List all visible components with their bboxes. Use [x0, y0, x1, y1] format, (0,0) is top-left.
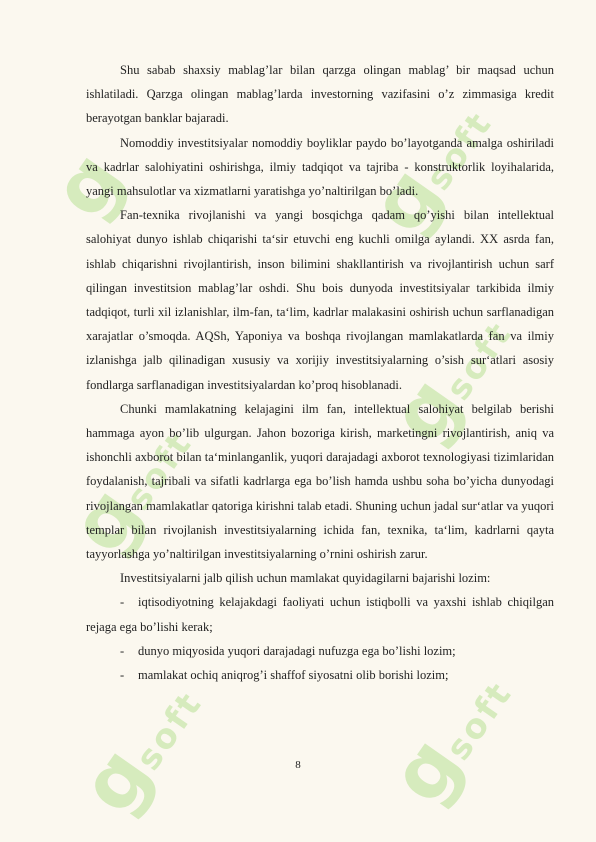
document-body: [86, 58, 554, 687]
watermark-logo-1: g: [35, 136, 141, 234]
paragraph: Investitsiyalarni jalb qilish uchun mamlakat quyidagilarni bajarishi lozim:: [120, 571, 491, 586]
watermark-logo-5: gsoft: [63, 683, 211, 830]
paragraph: Chunki mamlakatning kelajagini ilm fan, intellektual salohiyat belgilab berishi hammaga ayon bo’lib ulgurgan. Jahon bozoriga kirish, marketingni rivojlantirish, aniq va ishonchli axborot bilan ta‘minlanganlik, yuqori darajadagi axborot texnologiyasi tizimlaridan foydalanish, tajribali va sifatli kadrlarga ega bo’lish hamda ushbu soha bo’yicha dunyodagi rivojlangan mamlakatlar qatoriga kirishni talab etadi. Shuning uchun jadal sur‘atlar va yuqori templar bilan rivojlanish investitsiyalarning ichida fan, texnika, ta‘lim, kadrlarni qayta tayyorlashga yo’naltirilgan investitsiyalarning o’rnini oshirish zarur.: [86, 401, 554, 562]
list-item: [86, 590, 554, 638]
list-item: [86, 663, 554, 687]
watermark-logo-6: gsoft: [373, 673, 521, 820]
paragraph: Fan-texnika rivojlanishi va yangi bosqichga qadam qo’yishi bilan intellektual salohiyat dunyo ishlab chiqarishi ta‘sir etuvchi eng kuchli omilga aylandi. XX asrda fan, ishlab chiqarishni rivojlantirish, inson bilimini shakllantirish va rivojlantirish uchun sarf qilingan investitsion mablag’lar oshdi. Shu bois dunyoda investitsiyalar tarkibida ilmiy tadqiqot, turli xil izlanishlar, ilm-fan, ta‘lim, kadrlar malakasini oshirish uchun sarflanadigan xarajatlar o’smoqda. AQSh, Yaponiya va boshqa rivojlangan mamlakatlarda fan va ilmiy izlanishga jalb qilinadigan xususiy va xorijiy investitsiyalarning o’sish sur‘atlari asosiy fondlarga sarflanadigan investitsiyalardan ko’proq hisoblanadi.: [86, 208, 554, 392]
list-item-text: dunyo miqyosida yuqori darajadagi nufuzga ega bo’lishi lozim;: [138, 643, 456, 658]
list-item-text: iqtisodiyotning kelajakdagi faoliyati uchun istiqbolli va yaxshi ishlab chiqilgan rejaga ega bo’lishi kerak;: [86, 595, 554, 634]
watermark-logo-2: gsoft: [353, 103, 501, 250]
bullet-dash: -: [120, 595, 125, 610]
page-number: 8: [295, 759, 301, 771]
list-item: [86, 639, 554, 663]
bullet-dash: -: [120, 668, 125, 683]
bullet-dash: -: [120, 643, 125, 658]
paragraph: Shu sabab shaxsiy mablag’lar bilan qarzga olingan mablag’ bir maqsad uchun ishlatiladi. Qarzga olingan mablag’larda investorning vazifasini o’z zimmasiga kredit berayotgan banklar bajaradi.: [86, 63, 554, 126]
watermark-logo-3: gsoft: [53, 423, 201, 570]
watermark-logo-4: gsoft: [373, 313, 521, 460]
list-item-text: mamlakat ochiq aniqrog’i shaffof siyosatni olib borishi lozim;: [138, 668, 449, 683]
paragraph: Nomoddiy investitsiyalar nomoddiy boyliklar paydo bo’layotganda amalga oshiriladi va kadrlar salohiyatini oshirishga, ilmiy tadqiqot va tajriba - konstruktorlik loyihalarida, yangi mahsulotlar va xizmatlarni yaratishga yo’naltirilgan bo’ladi.: [86, 135, 554, 199]
